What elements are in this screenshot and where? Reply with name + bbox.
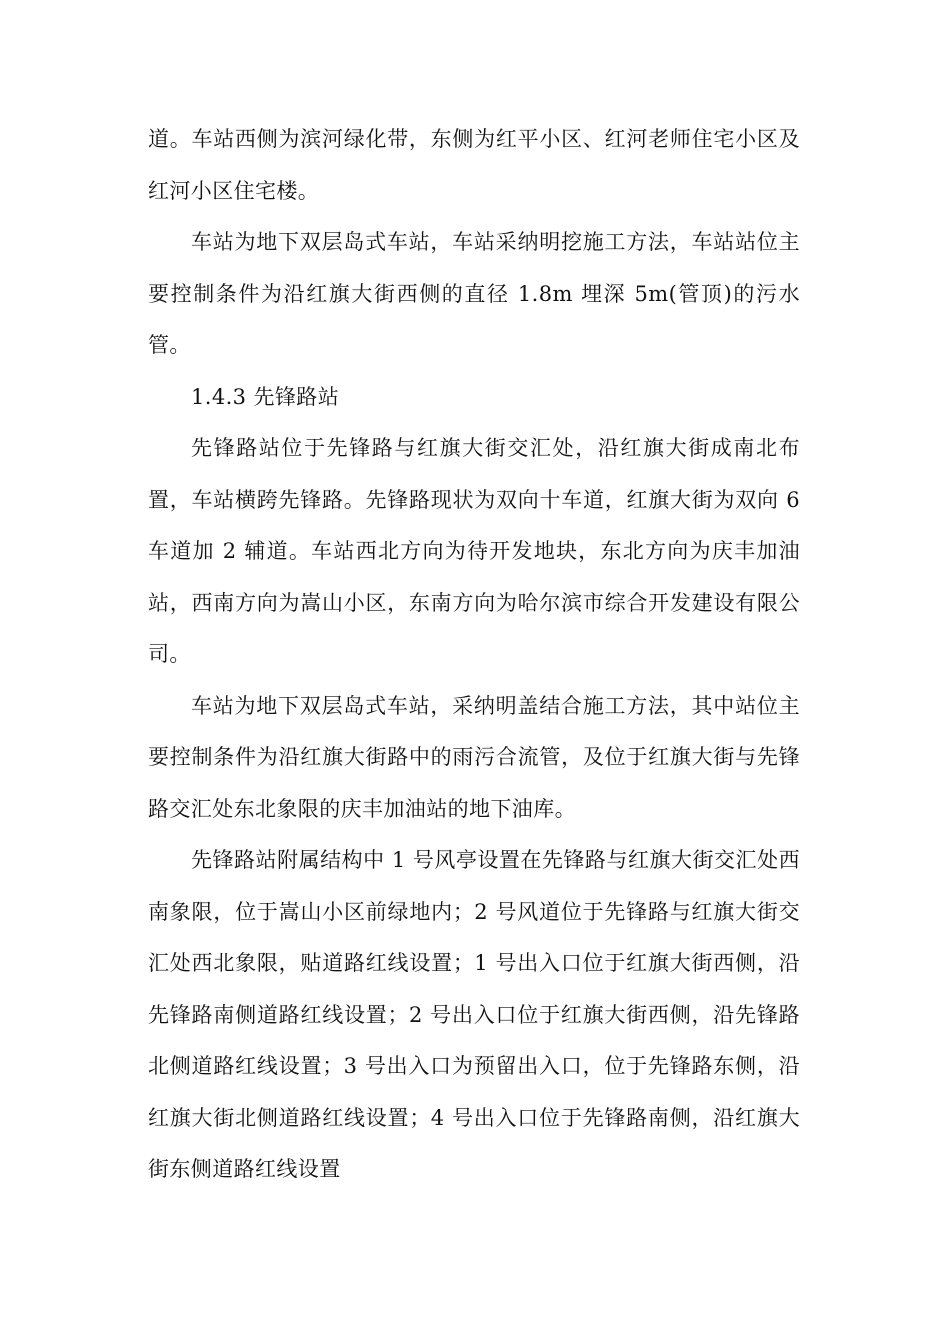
paragraph-station-method: 车站为地下双层岛式车站，采纳明盖结合施工方法，其中站位主要控制条件为沿红旗大街路中的雨污合流管，及位于红旗大街与先锋路交汇处东北象限的庆丰加油站的地下油库。 bbox=[148, 693, 800, 821]
paragraph-station-location: 先锋路站位于先锋路与红旗大街交汇处，沿红旗大街成南北布置，车站横跨先锋路。先锋路现状为双向十车道，红旗大街为双向 6 车道加 2 辅道。车站西北方向为待开发地块，东北方向为庆丰加油站，西南方向为嵩山小区，东南方向为哈尔滨市综合开发建设有限公司。 bbox=[148, 436, 800, 666]
section-heading: 1.4.3 先锋路站 bbox=[191, 384, 340, 409]
paragraph-continuation: 道。车站西侧为滨河绿化带，东侧为红平小区、红河老师住宅小区及红河小区住宅楼。 bbox=[148, 127, 800, 203]
paragraph-ancillary-structures: 先锋路站附属结构中 1 号风亭设置在先锋路与红旗大街交汇处西南象限，位于嵩山小区前绿地内；2 号风道位于先锋路与红旗大街交汇处西北象限，贴道路红线设置；1 号出入口位于红旗大街西侧，沿先锋路南侧道路红线设置；2 号出入口位于红旗大街西侧，沿先锋路北侧道路红线设置；3 号出入口为预留出入口，位于先锋路东侧，沿红旗大街北侧道路红线设置；4 号出入口位于先锋路南侧，沿红旗大街东侧道路红线设置 bbox=[148, 848, 800, 1181]
document-body bbox=[148, 114, 800, 1196]
paragraph-station-construction: 车站为地下双层岛式车站，车站采纳明挖施工方法，车站站位主要控制条件为沿红旗大街西侧的直径 1.8m 埋深 5m(管顶)的污水管。 bbox=[148, 230, 800, 357]
